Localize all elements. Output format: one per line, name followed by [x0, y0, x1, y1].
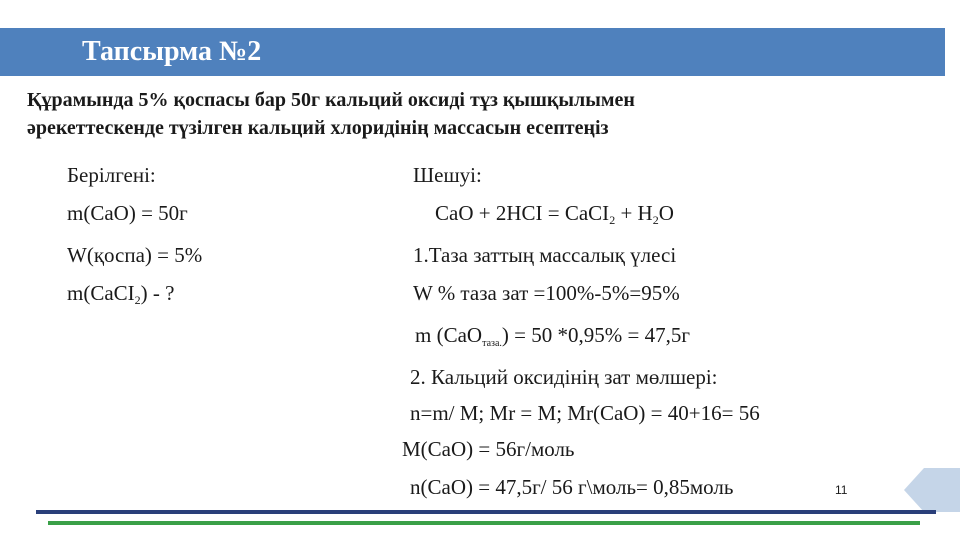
given-find-suffix: ) - ? [140, 281, 175, 305]
step-2-title: 2. Кальций оксидінің зат мөлшері: [410, 365, 718, 389]
title-bar [0, 28, 945, 76]
step-1-title: 1.Таза заттың массалық үлесі [413, 243, 677, 267]
formula-line: n=m/ M; Mr = M; Mr(CaO) = 40+16= 56 [410, 401, 760, 425]
pure-mass-suffix: ) = 50 *0,95% = 47,5г [501, 323, 690, 347]
pure-mass [415, 322, 690, 348]
given-find [67, 280, 174, 306]
given-heading: Берілгені: [67, 163, 156, 187]
task-statement [27, 86, 937, 142]
corner-decoration [904, 468, 960, 512]
equation-part-3: O [658, 201, 674, 225]
given-find-prefix: m(CaCI [67, 281, 135, 305]
given-impurity: W(қоспа) = 5% [67, 243, 203, 267]
given-find-sub: 2 [134, 293, 141, 307]
given-mass-cao: m(CaO) = 50г [67, 201, 188, 225]
reaction-equation [435, 200, 674, 226]
page-number: 11 [835, 483, 848, 497]
footer-rule-blue [36, 510, 936, 514]
solution-heading: Шешуі: [413, 163, 482, 187]
pure-mass-sub: таза. [482, 338, 502, 349]
amount-of-substance: n(CaO) = 47,5г/ 56 г\моль= 0,85моль [410, 475, 734, 499]
equation-sub-2: 2 [652, 213, 659, 227]
footer-rule-green [48, 521, 920, 525]
molar-mass: M(CaO) = 56г/моль [402, 437, 575, 461]
pure-mass-prefix: m (CaO [415, 323, 483, 347]
equation-sub-1: 2 [609, 213, 616, 227]
pure-fraction: W % таза зат =100%-5%=95% [413, 281, 680, 305]
task-line-1: Құрамында 5% қоспасы бар 50г кальций оксиді тұз қышқылымен [27, 89, 635, 111]
slide-title: Тапсырма №2 [82, 36, 262, 67]
equation-part-1: CaO + 2HCI = CaCI [435, 201, 610, 225]
equation-part-2: + H [615, 201, 653, 225]
task-line-2: әрекеттескенде түзілген кальций хлоридінің массасын есептеңіз [27, 117, 609, 139]
